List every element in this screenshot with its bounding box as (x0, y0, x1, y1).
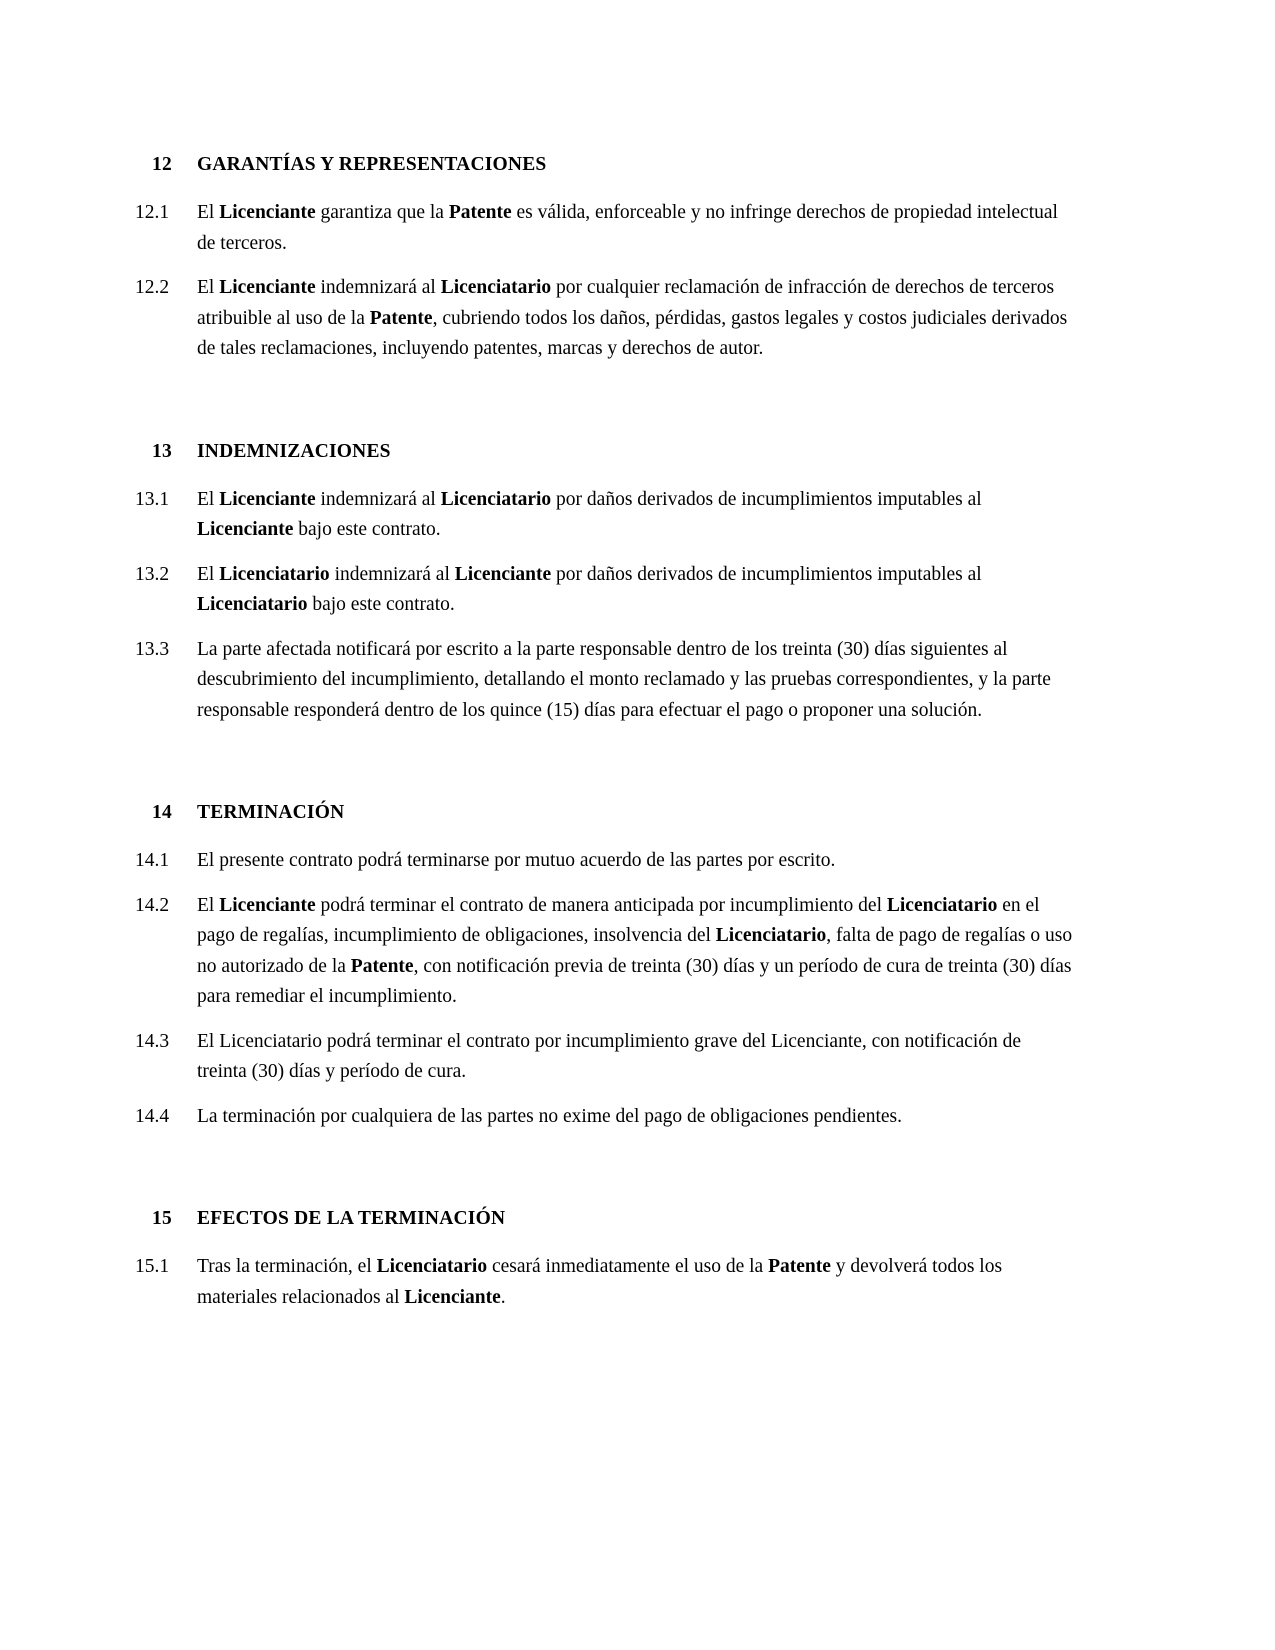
section-number: 14 (152, 802, 172, 823)
section-title: TERMINACIÓN (197, 802, 345, 823)
clause-number: 15.1 (135, 1256, 170, 1277)
document-body (135, 150, 1075, 1313)
clause (135, 846, 1075, 877)
clause-text: Tras la terminación, el Licenciatario cesará inmediatamente el uso de la Patente y devolverá todos los materiales relacionados al Licenciante. (197, 1256, 1003, 1308)
clause-text: El Licenciante indemnizará al Licenciatario por daños derivados de incumplimientos imputables al Licenciante bajo este contrato. (197, 488, 982, 540)
clause-text: El Licenciante podrá terminar el contrato de manera anticipada por incumplimiento del Licenciatario en el pago de regalías, incumplimiento de obligaciones, insolvencia del Licenciatario, falta de pago de regalías o uso no autorizado de la Patente, con notificación previa de treinta (30) días y un período de cura de treinta (30) días para remediar el incumplimiento. (197, 894, 1073, 1007)
clause (135, 891, 1075, 1013)
clause (135, 1027, 1075, 1088)
clause-number: 14.4 (135, 1105, 170, 1127)
clause-text: El Licenciante garantiza que la Patente es válida, enforceable y no infringe derechos de propiedad intelectual de terceros. (197, 202, 1058, 254)
clause-text: El Licenciante indemnizará al Licenciatario por cualquier reclamación de infracción de derechos de terceros atribuible al uso de la Patente, cubriendo todos los daños, pérdidas, gastos legales y costos judiciales derivados de tales reclamaciones, incluyendo patentes, marcas y derechos de autor. (197, 277, 1068, 359)
clause (135, 635, 1075, 727)
section (135, 437, 1075, 727)
clause-text: El Licenciatario indemnizará al Licenciante por daños derivados de incumplimientos imputables al Licenciatario bajo este contrato. (197, 563, 982, 615)
clause (135, 1252, 1075, 1313)
section (135, 150, 1075, 365)
clause (135, 560, 1075, 621)
section-heading (135, 1204, 1075, 1234)
section-number: 13 (152, 440, 172, 462)
clause (135, 485, 1075, 546)
section-number: 15 (152, 1208, 172, 1229)
clause (135, 1102, 1075, 1133)
clause (135, 273, 1075, 365)
section-title: EFECTOS DE LA TERMINACIÓN (197, 1208, 506, 1229)
clause-text: La terminación por cualquiera de las partes no exime del pago de obligaciones pendientes. (197, 1105, 902, 1127)
section (135, 1204, 1075, 1313)
clause (135, 198, 1075, 259)
clause-text: El presente contrato podrá terminarse por mutuo acuerdo de las partes por escrito. (197, 850, 836, 871)
clause-number: 12.1 (135, 202, 170, 223)
clause-number: 12.2 (135, 277, 170, 298)
clause-number: 14.1 (135, 850, 170, 871)
section-title: INDEMNIZACIONES (197, 440, 391, 462)
clause-number: 14.3 (135, 1030, 170, 1052)
clause-number: 13.3 (135, 638, 170, 660)
clause-text: La parte afectada notificará por escrito a la parte responsable dentro de los treinta (30) días siguientes al descubrimiento del incumplimiento, detallando el monto reclamado y las pruebas correspondientes, y la parte responsable responderá dentro de los quince (15) días para efectuar el pago o proponer una solución. (197, 638, 1051, 721)
clause-number: 13.2 (135, 563, 170, 585)
section-heading (135, 150, 1075, 180)
clause-text: El Licenciatario podrá terminar el contrato por incumplimiento grave del Licenciante, con notificación de treinta (30) días y período de cura. (197, 1030, 1022, 1082)
clause-number: 14.2 (135, 894, 170, 916)
section-heading (135, 437, 1075, 467)
clause-number: 13.1 (135, 488, 170, 510)
section-title: GARANTÍAS Y REPRESENTACIONES (197, 154, 547, 175)
section-number: 12 (152, 154, 172, 175)
section (135, 798, 1075, 1132)
section-heading (135, 798, 1075, 828)
